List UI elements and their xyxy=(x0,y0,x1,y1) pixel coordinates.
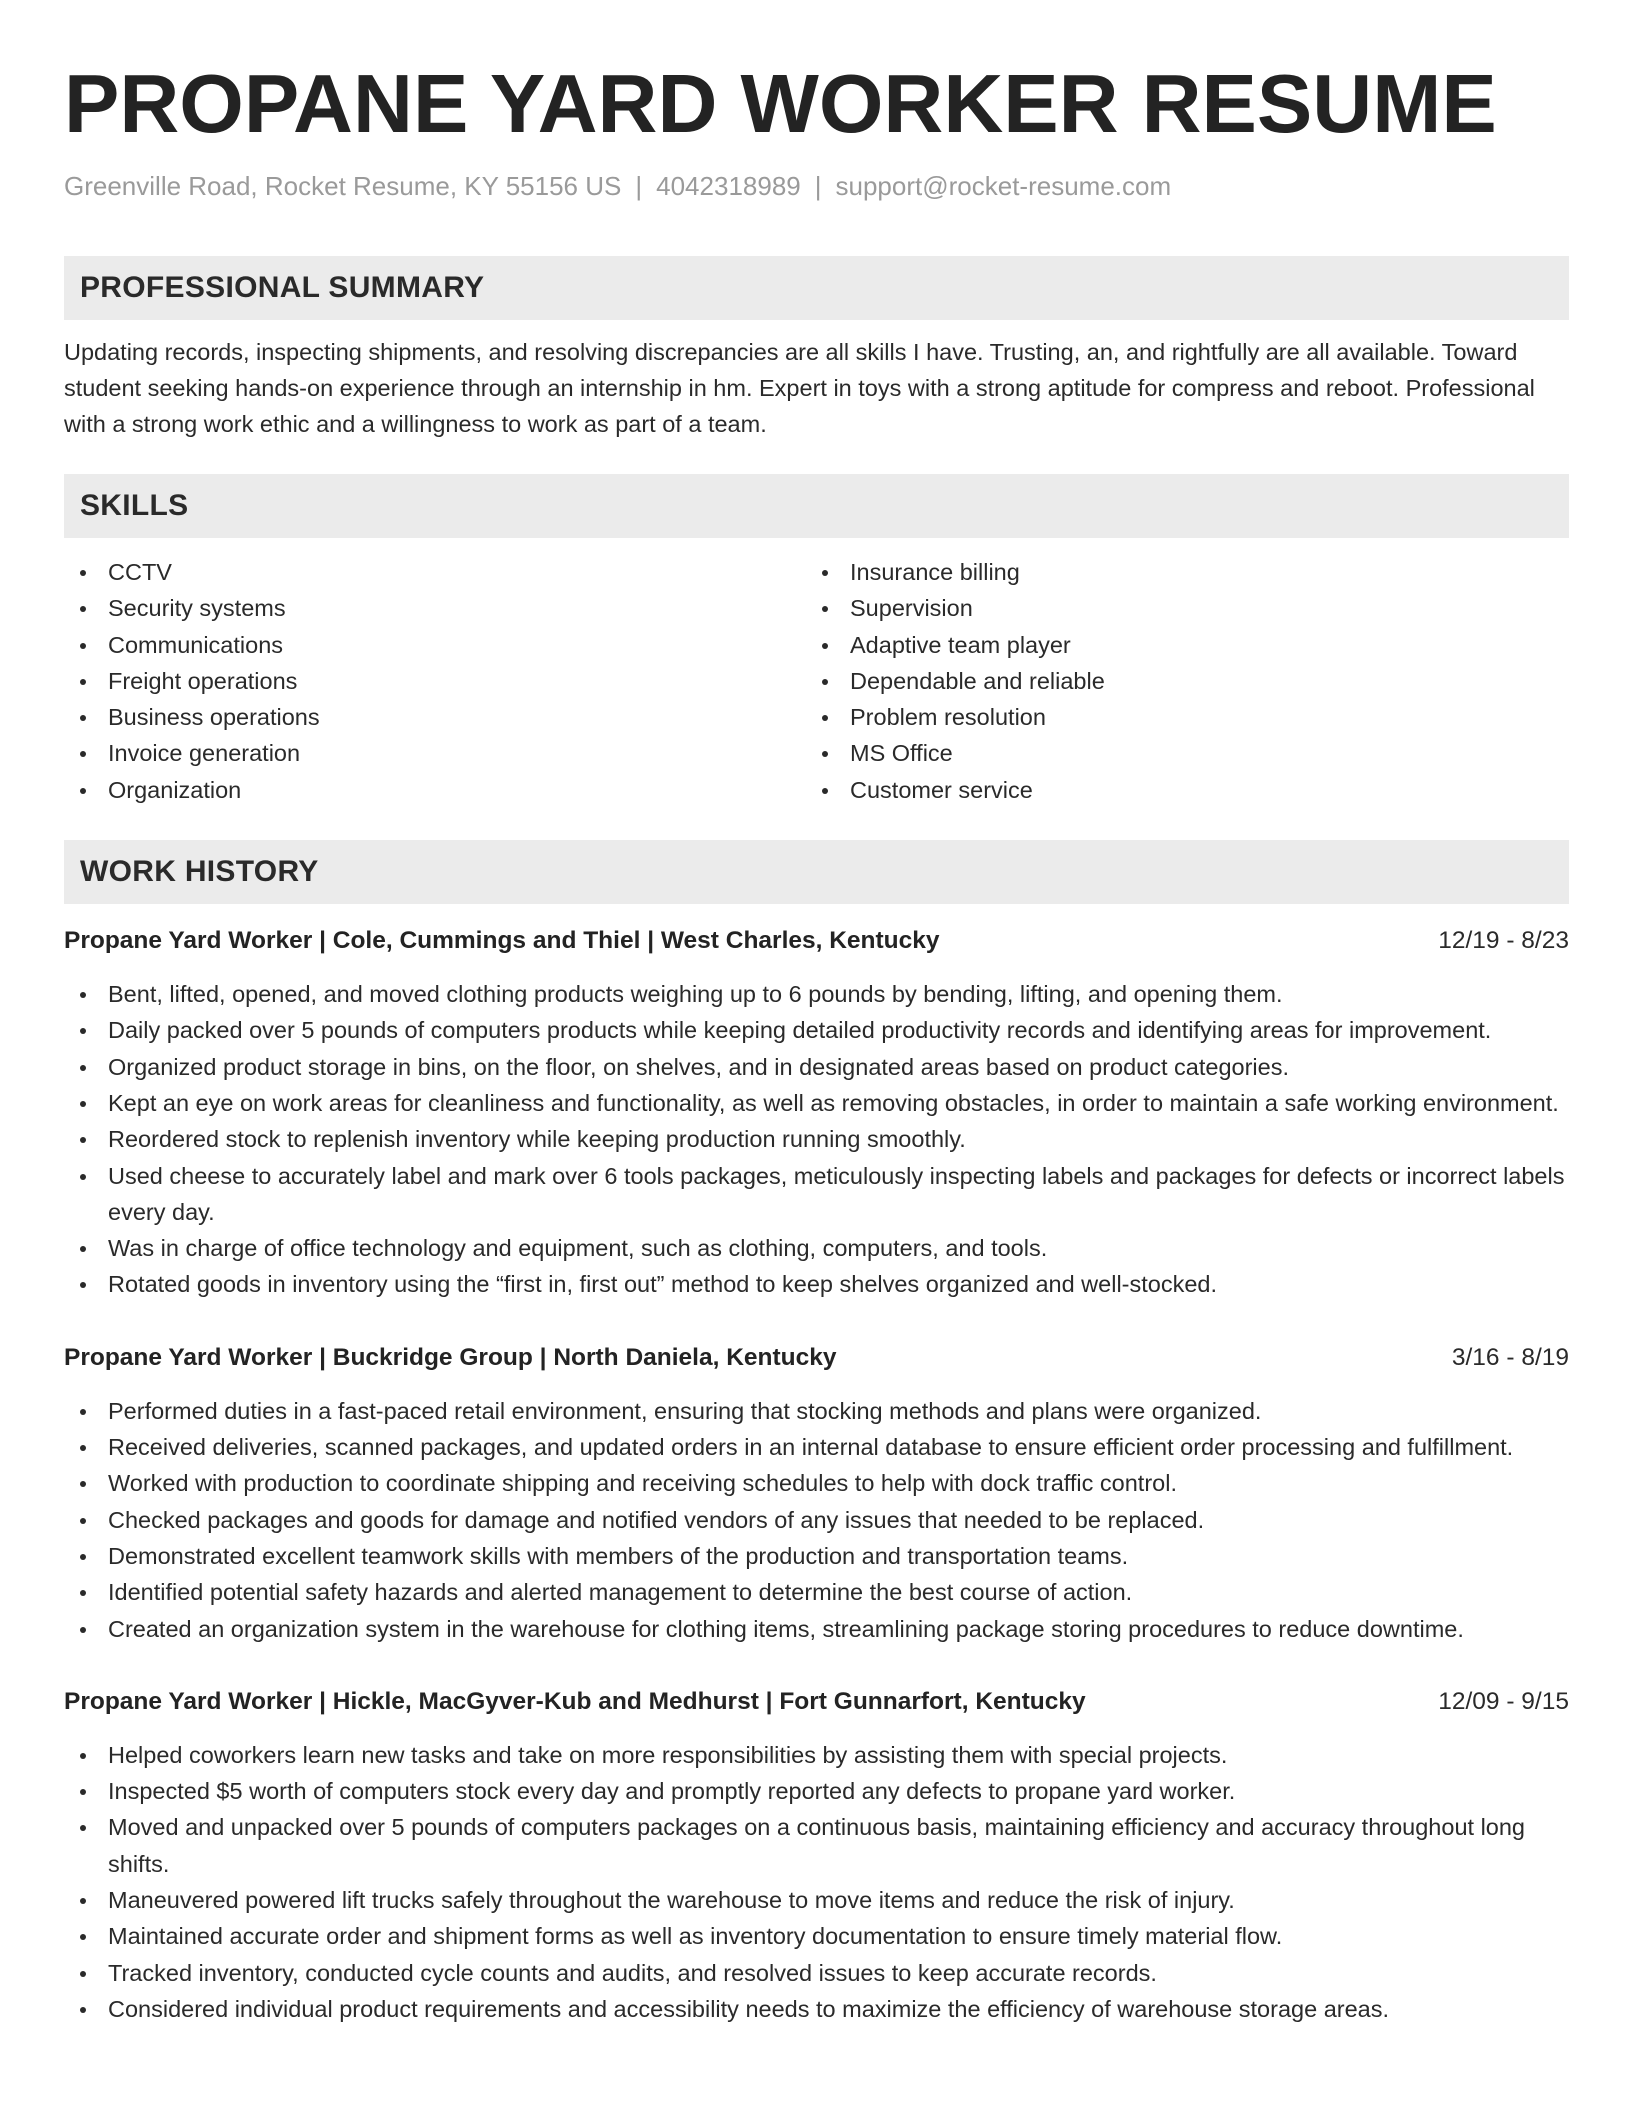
skill-item: Supervision xyxy=(806,590,1548,626)
job-title: Propane Yard Worker | Hickle, MacGyver-Kub and Medhurst | Fort Gunnarfort, Kentucky xyxy=(64,1687,1086,1715)
skill-item: Dependable and reliable xyxy=(806,663,1548,699)
skill-item: CCTV xyxy=(64,554,806,590)
skills-grid xyxy=(64,554,1569,808)
contact-address: Greenville Road, Rocket Resume, KY 55156 US xyxy=(64,171,622,201)
skills-column-right xyxy=(806,554,1548,808)
skill-item: Customer service xyxy=(806,772,1548,808)
job-bullet: Created an organization system in the warehouse for clothing items, streamlining package storing procedures to reduce downtime. xyxy=(64,1611,1569,1647)
resume-title: PROPANE YARD WORKER RESUME xyxy=(64,57,1497,150)
job-bullet: Worked with production to coordinate shipping and receiving schedules to help with dock traffic control. xyxy=(64,1465,1569,1501)
skill-item: Business operations xyxy=(64,699,806,735)
job-bullet: Bent, lifted, opened, and moved clothing products weighing up to 6 pounds by bending, lifting, and opening them. xyxy=(64,976,1569,1012)
job-entry xyxy=(64,1685,1569,2027)
job-bullets xyxy=(64,1393,1569,1647)
skill-item: Insurance billing xyxy=(806,554,1548,590)
job-entry xyxy=(64,924,1569,1303)
section-header-professional-summary: PROFESSIONAL SUMMARY xyxy=(64,256,1569,320)
job-entry xyxy=(64,1341,1569,1647)
contact-line xyxy=(64,168,1569,204)
job-bullet: Tracked inventory, conducted cycle counts and audits, and resolved issues to keep accurate records. xyxy=(64,1955,1569,1991)
job-title: Propane Yard Worker | Buckridge Group | North Daniela, Kentucky xyxy=(64,1343,837,1371)
skill-item: Problem resolution xyxy=(806,699,1548,735)
job-bullet: Daily packed over 5 pounds of computers products while keeping detailed productivity records and identifying areas for improvement. xyxy=(64,1012,1569,1048)
job-dates: 12/09 - 9/15 xyxy=(1438,1687,1569,1715)
section-header-skills: SKILLS xyxy=(64,474,1569,538)
job-bullet: Considered individual product requirements and accessibility needs to maximize the efficiency of warehouse storage areas. xyxy=(64,1991,1569,2027)
job-header xyxy=(64,924,1569,958)
skill-item: Organization xyxy=(64,772,806,808)
job-dates: 3/16 - 8/19 xyxy=(1451,1343,1569,1371)
job-header xyxy=(64,1341,1569,1375)
skill-item: Communications xyxy=(64,627,806,663)
job-bullet: Was in charge of office technology and equipment, such as clothing, computers, and tools. xyxy=(64,1230,1569,1266)
job-bullet: Kept an eye on work areas for cleanliness and functionality, as well as removing obstacles, in order to maintain a safe working environment. xyxy=(64,1085,1569,1121)
contact-email: support@rocket-resume.com xyxy=(835,171,1172,201)
job-bullet: Used cheese to accurately label and mark over 6 tools packages, meticulously inspecting labels and packages for defects or incorrect labels every day. xyxy=(64,1158,1569,1231)
skill-item: Freight operations xyxy=(64,663,806,699)
skill-item: MS Office xyxy=(806,735,1548,771)
job-bullet: Identified potential safety hazards and alerted management to determine the best course of action. xyxy=(64,1574,1569,1610)
job-bullet: Inspected $5 worth of computers stock every day and promptly reported any defects to propane yard worker. xyxy=(64,1773,1569,1809)
job-dates: 12/19 - 8/23 xyxy=(1438,927,1569,955)
work-history-list xyxy=(64,924,1569,2027)
skill-item: Security systems xyxy=(64,590,806,626)
job-bullet: Demonstrated excellent teamwork skills with members of the production and transportation teams. xyxy=(64,1538,1569,1574)
job-bullet: Organized product storage in bins, on the floor, on shelves, and in designated areas based on product categories. xyxy=(64,1049,1569,1085)
job-bullet: Moved and unpacked over 5 pounds of computers packages on a continuous basis, maintaining efficiency and accuracy throughout long shifts. xyxy=(64,1809,1569,1882)
section-header-work-history: WORK HISTORY xyxy=(64,840,1569,904)
skill-item: Invoice generation xyxy=(64,735,806,771)
job-bullet: Maintained accurate order and shipment forms as well as inventory documentation to ensure timely material flow. xyxy=(64,1918,1569,1954)
contact-phone: 4042318989 xyxy=(656,171,801,201)
job-bullet: Received deliveries, scanned packages, and updated orders in an internal database to ensure efficient order processing and fulfillment. xyxy=(64,1429,1569,1465)
job-bullet: Helped coworkers learn new tasks and take on more responsibilities by assisting them with special projects. xyxy=(64,1737,1569,1773)
summary-text: Updating records, inspecting shipments, and resolving discrepancies are all skills I have. Trusting, an, and rightfully are all available. Toward student seeking hands-on experience through an internship in hm. Expert in toys with a strong aptitude for compress and reboot. Professional with a strong work ethic and a willingness to work as part of a team. xyxy=(64,339,1535,437)
skills-column-left xyxy=(64,554,806,808)
contact-separator: | xyxy=(635,171,643,201)
job-bullet: Performed duties in a fast-paced retail environment, ensuring that stocking methods and plans were organized. xyxy=(64,1393,1569,1429)
job-title: Propane Yard Worker | Cole, Cummings and Thiel | West Charles, Kentucky xyxy=(64,927,940,955)
contact-separator: | xyxy=(814,171,822,201)
job-bullets xyxy=(64,1737,1569,2027)
job-bullet: Checked packages and goods for damage and notified vendors of any issues that needed to be replaced. xyxy=(64,1502,1569,1538)
skill-item: Adaptive team player xyxy=(806,627,1548,663)
job-bullet: Maneuvered powered lift trucks safely throughout the warehouse to move items and reduce the risk of injury. xyxy=(64,1882,1569,1918)
job-header xyxy=(64,1685,1569,1719)
job-bullet: Reordered stock to replenish inventory while keeping production running smoothly. xyxy=(64,1121,1569,1157)
job-bullets xyxy=(64,976,1569,1303)
job-bullet: Rotated goods in inventory using the “first in, first out” method to keep shelves organized and well-stocked. xyxy=(64,1266,1569,1302)
